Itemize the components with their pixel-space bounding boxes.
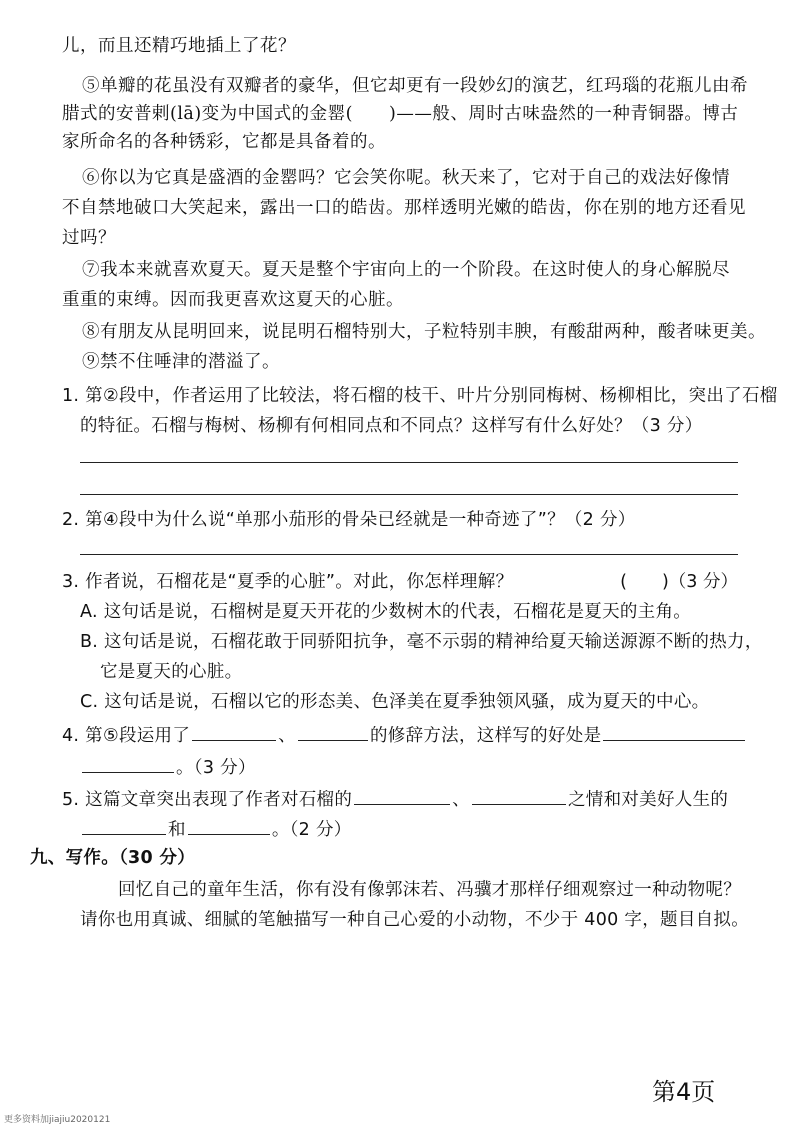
option-b-continued: 它是夏天的心脏。 — [100, 662, 243, 682]
paragraph-5-line: ⑤单瓣的花虽没有双瓣者的豪华，但它却更有一段妙幻的演艺，红玛瑙的花瓶儿由希 — [82, 76, 748, 96]
question-5-text-cont — [80, 816, 770, 842]
answer-blank[interactable] — [603, 722, 745, 741]
option-a[interactable]: A. 这句话是说，石榴树是夏天开花的少数树木的代表，石榴花是夏天的主角。 — [80, 602, 692, 622]
paragraph-5-line: 腊式的安普剌(lā)变为中国式的金罂( )——般、周时古味盎然的一种青铜器。博古 — [62, 104, 739, 124]
answer-line[interactable] — [80, 554, 738, 555]
answer-blank[interactable] — [188, 816, 270, 835]
question-5-text — [62, 786, 752, 812]
question-1-text: 1. 第②段中，作者运用了比较法，将石榴的枝干、叶片分别同梅树、杨柳相比，突出了石榴 — [62, 386, 778, 406]
passage-line: 儿，而且还精巧地插上了花？ — [62, 36, 296, 56]
answer-blank[interactable] — [354, 786, 450, 805]
question-3-text: 3. 作者说，石榴花是“夏季的心脏”。对此，你怎样理解？ — [62, 572, 514, 592]
question-1-text: 的特征。石榴与梅树、杨柳有何相同点和不同点？这样写有什么好处？（3 分） — [80, 416, 703, 436]
answer-paren[interactable]: ( )（3 分） — [620, 572, 738, 592]
q4-separator: 、 — [278, 726, 296, 746]
paragraph-6-line: 过吗？ — [62, 228, 116, 248]
q5-middle: 之情和对美好人生的 — [567, 790, 729, 810]
question-4-text-cont — [80, 754, 770, 780]
paragraph-8-line: ⑧有朋友从昆明回来，说昆明石榴特别大，子粒特别丰腴，有酸甜两种，酸者味更美。 — [82, 322, 766, 342]
paragraph-6-line: 不自禁地破口大笑起来，露出一口的皓齿。那样透明光嫩的皓齿，你在别的地方还看见 — [62, 198, 746, 218]
question-2-text: 2. 第④段中为什么说“单那小茄形的骨朵已经就是一种奇迹了”？（2 分） — [62, 510, 636, 530]
paragraph-7-line: 重重的束缚。因而我更喜欢这夏天的心脏。 — [62, 290, 404, 310]
option-c[interactable]: C. 这句话是说，石榴以它的形态美、色泽美在夏季独领风骚，成为夏天的中心。 — [80, 692, 710, 712]
q4-middle: 的修辞方法，这样写的好处是 — [369, 726, 602, 746]
answer-line[interactable] — [80, 494, 738, 495]
answer-blank[interactable] — [82, 816, 166, 835]
page-number: 第4页 — [652, 1078, 716, 1106]
answer-blank[interactable] — [298, 722, 368, 741]
answer-blank[interactable] — [82, 754, 174, 773]
question-4-text — [62, 722, 752, 748]
paragraph-9-line: ⑨禁不住唾津的潜溢了。 — [82, 352, 280, 372]
writing-section-heading: 九、写作。（30 分） — [30, 848, 195, 868]
q4-end: 。（3 分） — [176, 758, 256, 778]
q5-end: 。（2 分） — [271, 820, 352, 840]
q4-prefix: 4. 第⑤段运用了 — [62, 726, 191, 746]
q5-and: 和 — [168, 820, 186, 840]
writing-prompt: 回忆自己的童年生活，你有没有像郭沫若、冯骥才那样仔细观察过一种动物呢？ — [118, 880, 741, 900]
option-b[interactable]: B. 这句话是说，石榴花敢于同骄阳抗争，毫不示弱的精神给夏天输送源源不断的热力， — [80, 632, 763, 652]
watermark-text: 更多资料加jiajiu2020121 — [4, 1115, 111, 1125]
answer-line[interactable] — [80, 462, 738, 463]
q5-prefix: 5. 这篇文章突出表现了作者对石榴的 — [62, 790, 353, 810]
q5-separator: 、 — [452, 790, 470, 810]
answer-blank[interactable] — [472, 786, 566, 805]
paragraph-6-line: ⑥你以为它真是盛酒的金罂吗？它会笑你呢。秋天来了，它对于自己的戏法好像情 — [82, 168, 730, 188]
answer-blank[interactable] — [192, 722, 276, 741]
paragraph-5-line: 家所命名的各种锈彩，它都是具备着的。 — [62, 132, 386, 152]
paragraph-7-line: ⑦我本来就喜欢夏天。夏天是整个宇宙向上的一个阶段。在这时使人的身心解脱尽 — [82, 260, 730, 280]
writing-prompt: 请你也用真诚、细腻的笔触描写一种自己心爱的小动物，不少于 400 字，题目自拟。 — [80, 910, 750, 930]
